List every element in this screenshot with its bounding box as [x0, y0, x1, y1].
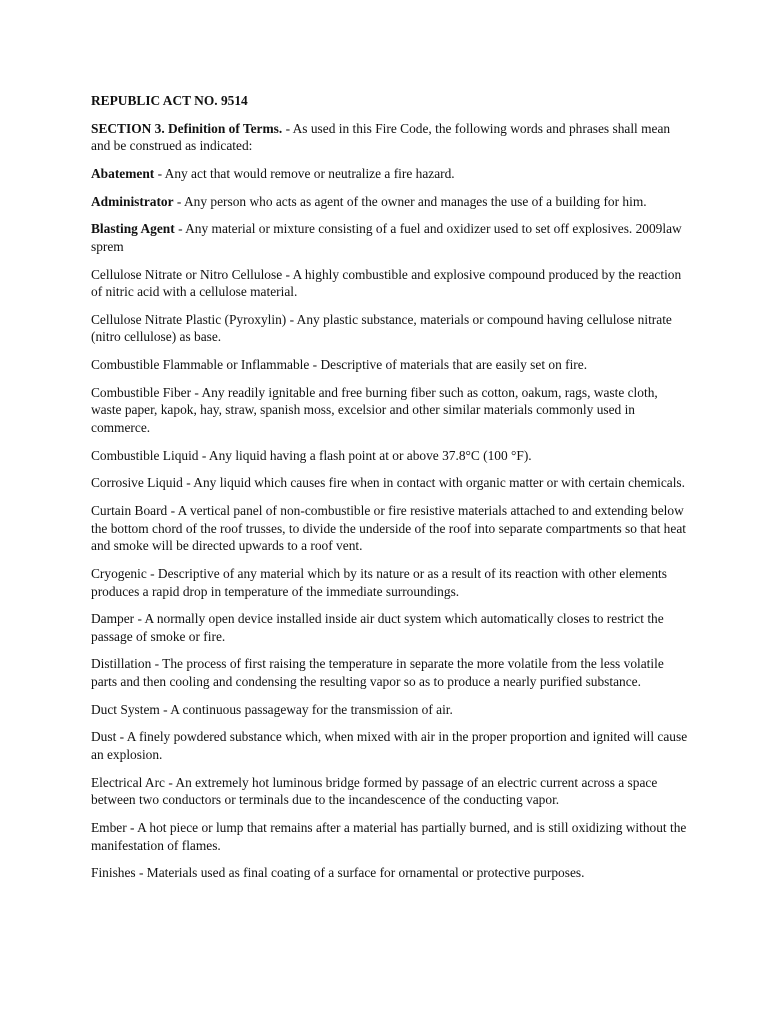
definition-text: - A vertical panel of non-combustible or fire resistive materials attached to and extending below the bottom chord of the roof trusses, to divide the underside of the roof into separate compartments so that heat and smoke will be directed upwards to a roof vent.	[91, 503, 686, 554]
definition-item	[91, 474, 691, 492]
definition-item	[91, 220, 691, 255]
definition-item	[91, 165, 691, 183]
definition-item	[91, 864, 691, 882]
definition-item	[91, 266, 691, 301]
definition-item	[91, 774, 691, 809]
definition-item	[91, 502, 691, 555]
definition-text: - Any readily ignitable and free burning fiber such as cotton, oakum, rags, waste cloth, waste paper, kapok, hay, straw, spanish moss, excelsior and other similar materials commonly used in commerce.	[91, 384, 658, 435]
definition-term: Administrator	[91, 193, 174, 209]
definition-item	[91, 193, 691, 211]
document-page	[91, 92, 691, 892]
definition-text: - Any act that would remove or neutralize a fire hazard.	[154, 165, 455, 181]
definition-item	[91, 311, 691, 346]
definition-text: - Descriptive of any material which by its nature or as a result of its reaction with other elements produces a rapid drop in temperature of the immediate surroundings.	[91, 565, 667, 599]
definition-text: - A highly combustible and explosive compound produced by the reaction of nitric acid with a cellulose material.	[91, 266, 682, 300]
definition-item	[91, 565, 691, 600]
definition-term: Combustible Flammable or Inflammable	[91, 357, 310, 373]
definition-text: - Any material or mixture consisting of a fuel and oxidizer used to set off explosives. 2009law sprem	[91, 221, 682, 254]
definition-text: - Any liquid which causes fire when in contact with organic matter or with certain chemicals.	[182, 475, 685, 491]
definition-term: Blasting Agent	[91, 221, 175, 237]
section-heading: SECTION 3. Definition of Terms.	[91, 120, 283, 136]
definition-term: Cellulose Nitrate or Nitro Cellulose	[91, 266, 283, 282]
definition-text: - Any plastic substance, materials or compound having cellulose nitrate (nitro cellulose) as base.	[91, 311, 672, 345]
definition-term: Curtain Board	[91, 503, 168, 519]
definition-item	[91, 356, 691, 374]
definition-text: - Any person who acts as agent of the owner and manages the use of a building for him.	[173, 193, 647, 209]
definition-item	[91, 728, 691, 763]
definition-text: - A hot piece or lump that remains after a material has partially burned, and is still oxidizing without the manifestation of flames.	[91, 820, 687, 853]
definition-term: Cryogenic	[91, 565, 147, 581]
definition-item	[91, 819, 691, 854]
definition-item	[91, 610, 691, 645]
definitions-list	[91, 165, 691, 882]
definition-text: - Descriptive of materials that are easily set on fire.	[309, 357, 588, 373]
definition-term: Distillation	[91, 656, 152, 672]
definition-text: - Any liquid having a flash point at or above 37.8°C (100 °F).	[198, 447, 532, 463]
definition-item	[91, 701, 691, 719]
definition-text: - A normally open device installed inside air duct system which automatically closes to restrict the passage of smoke or fire.	[91, 611, 664, 644]
definition-term: Combustible Liquid	[91, 447, 199, 463]
section-intro	[91, 120, 691, 155]
definition-term: Cellulose Nitrate Plastic (Pyroxylin)	[91, 311, 287, 327]
definition-term: Combustible Fiber	[91, 384, 192, 400]
definition-text: - A continuous passageway for the transmission of air.	[159, 701, 453, 717]
definition-term: Finishes	[91, 865, 136, 881]
definition-term: Duct System	[91, 701, 160, 717]
definition-text: - Materials used as final coating of a surface for ornamental or protective purposes.	[135, 865, 585, 881]
definition-term: Damper	[91, 611, 135, 627]
definition-item	[91, 447, 691, 465]
document-title: REPUBLIC ACT NO. 9514	[91, 93, 248, 108]
definition-term: Ember	[91, 820, 127, 835]
definition-text: - A finely powdered substance which, when mixed with air in the proper proportion and ignited will cause an explosion.	[91, 729, 688, 763]
definition-text: - An extremely hot luminous bridge formed by passage of an electric current across a space between two conductors or terminals due to the incandescence of the conducting vapor.	[91, 774, 658, 808]
definition-term: Abatement	[91, 165, 155, 181]
definition-term: Electrical Arc	[91, 774, 165, 790]
section-text: - As used in this Fire Code, the following words and phrases shall mean and be construed as indicated:	[91, 120, 671, 154]
definition-term: Corrosive Liquid	[91, 475, 183, 491]
definition-item	[91, 655, 691, 690]
definition-item	[91, 384, 691, 437]
definition-text: - The process of first raising the temperature in separate the more volatile from the less volatile parts and then cooling and condensing the resulting vapor so as to produce a nearly purified substance.	[91, 656, 664, 690]
definition-term: Dust	[91, 729, 117, 745]
